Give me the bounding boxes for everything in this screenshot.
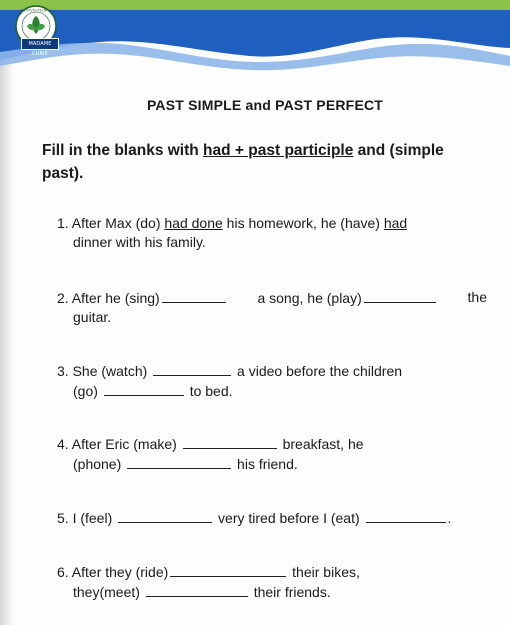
answer-blank[interactable] [127,454,231,469]
item-text: 1. After Max (do) [57,215,165,231]
answer-blank[interactable] [366,508,446,523]
answer-blank[interactable] [104,381,184,396]
item-text: 4. After Eric (make) [57,436,181,452]
instruction-part2: and (simple past). [42,142,444,182]
item-text: their bikes, [292,564,360,580]
svg-text:INSTITUTO TÉCNICO: INSTITUTO TÉCNICO [19,8,53,13]
item-text: his homework, he (have) [222,215,384,231]
item-text: they(meet) [73,584,144,600]
answer-blank[interactable] [170,562,286,577]
exercise-item-1 [57,214,487,252]
item-text: (phone) [73,456,126,472]
item-text: . [447,510,452,526]
item-text: very tired before I (eat) [218,510,364,526]
instruction-part1: Fill in the blanks with [42,142,204,159]
header-banner [0,0,510,80]
answer-blank[interactable] [153,361,231,376]
answer-blank[interactable] [183,434,277,449]
item-text: (go) [73,383,102,399]
item-text: 6. After they (ride) [57,564,169,580]
example-answer: had [383,215,408,231]
exercise-item-6 [57,562,487,602]
answer-blank[interactable] [162,288,226,303]
item-text: 2. After he (sing) [57,290,160,306]
item-text: his friend. [237,456,298,472]
item-text: a video before the children [237,363,403,379]
page-edge-shadow [0,60,14,625]
item-text: 3. She (watch) [57,363,152,379]
answer-blank[interactable] [118,508,212,523]
instruction-underlined: had + past participle [203,142,354,159]
example-answer: had done [164,215,223,231]
item-text: a song, he (play) [257,290,362,306]
item-text: dinner with his family. [73,234,206,250]
item-text: their friends. [253,584,331,600]
item-text: to bed. [189,383,233,399]
item-text: the [467,289,487,305]
answer-blank[interactable] [146,582,248,597]
instruction-text [42,139,487,185]
exercise-item-2 [57,288,487,327]
item-text: guitar. [73,309,112,325]
item-text: 5. I (feel) [57,510,117,526]
answer-blank[interactable] [364,288,436,303]
item-text: breakfast, he [282,436,364,452]
exercise-item-4 [57,434,487,474]
page-title: PAST SIMPLE and PAST PERFECT [146,97,384,113]
logo-label: MADAME CURIE [21,38,59,50]
exercise-item-5 [57,508,487,528]
exercise-item-3 [57,361,487,401]
